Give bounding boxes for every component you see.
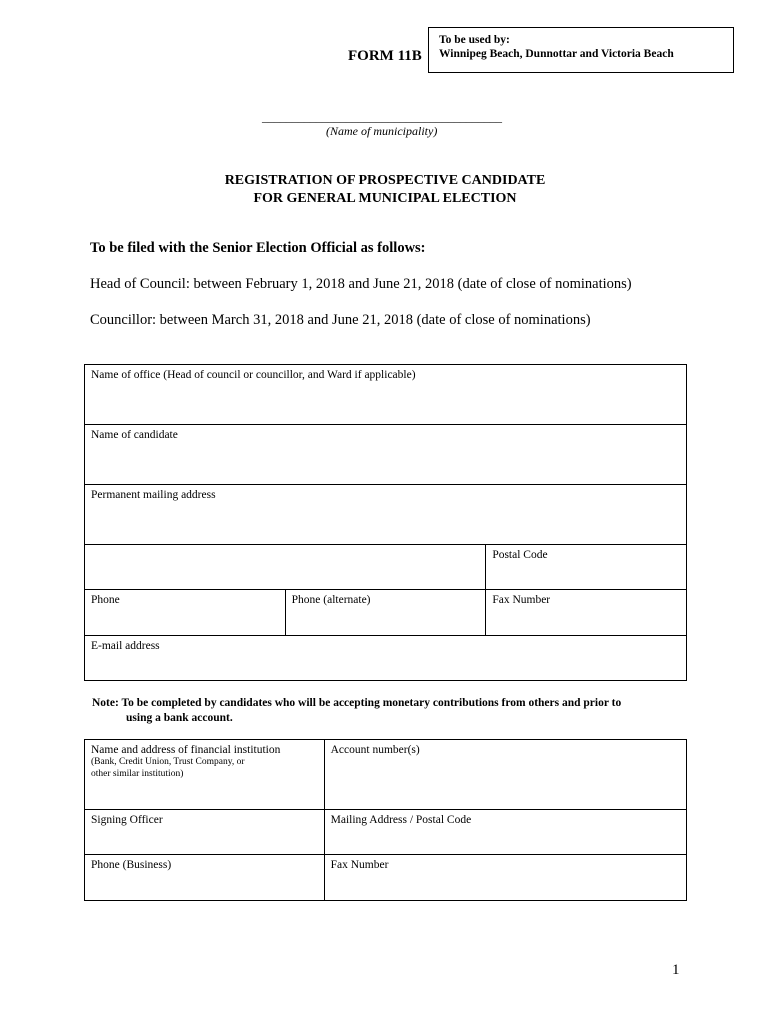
filing-heading: To be filed with the Senior Election Official as follows: (90, 240, 426, 256)
phone-label: Phone (91, 594, 120, 606)
postal-code-label: Postal Code (492, 549, 548, 561)
mailing-postal-label: Mailing Address / Postal Code (330, 814, 472, 826)
bank-note-line1: Note: To be completed by candidates who will be accepting monetary contributions from others and prior to (92, 697, 622, 709)
mailing-postal-field[interactable] (324, 810, 686, 855)
signing-officer-label: Signing Officer (91, 814, 163, 826)
candidate-name-label: Name of candidate (91, 429, 178, 441)
office-label: Name of office (Head of council or councillor, and Ward if applicable) (91, 369, 416, 381)
postal-code-field[interactable] (486, 545, 687, 590)
fax-field[interactable] (486, 590, 687, 636)
bank-note (92, 696, 692, 726)
fax-label: Fax Number (492, 594, 551, 606)
institution-sub1: (Bank, Credit Union, Trust Company, or (91, 757, 245, 767)
form-title (0, 172, 770, 208)
used-by-municipalities: Winnipeg Beach, Dunnottar and Victoria Beach (439, 48, 674, 60)
municipality-label: (Name of municipality) (326, 124, 438, 138)
bank-fax-label: Fax Number (330, 859, 389, 871)
page-number: 1 (672, 962, 680, 978)
head-of-council-period: Head of Council: between February 1, 2018 and June 21, 2018 (date of close of nominations) (90, 276, 632, 292)
candidate-info-table (84, 364, 687, 681)
form-number: FORM 11B (348, 48, 422, 64)
bank-note-line2: using a bank account. (126, 712, 233, 724)
account-number-label: Account number(s) (330, 744, 420, 756)
phone-field[interactable] (85, 590, 286, 636)
signing-officer-field[interactable] (85, 810, 325, 855)
councillor-period: Councillor: between March 31, 2018 and June 21, 2018 (date of close of nominations) (90, 312, 591, 328)
form-title-line1: REGISTRATION OF PROSPECTIVE CANDIDATE (224, 173, 546, 188)
institution-field[interactable] (85, 740, 325, 810)
mailing-address-label: Permanent mailing address (91, 489, 216, 501)
used-by-box (428, 27, 734, 73)
phone-alt-field[interactable] (285, 590, 486, 636)
municipality-blank-line: ________________________________________ (262, 110, 502, 124)
candidate-name-field[interactable] (85, 425, 687, 485)
used-by-heading: To be used by: (439, 34, 510, 46)
business-phone-label: Phone (Business) (91, 859, 172, 871)
institution-label: Name and address of financial institution (91, 744, 281, 756)
institution-sub2: other similar institution) (91, 769, 184, 779)
bank-fax-field[interactable] (324, 855, 686, 901)
phone-alt-label: Phone (alternate) (291, 594, 371, 606)
address-continuation-field[interactable] (85, 545, 486, 590)
business-phone-field[interactable] (85, 855, 325, 901)
email-field[interactable] (85, 636, 687, 681)
mailing-address-field[interactable] (85, 485, 687, 545)
email-label: E-mail address (91, 640, 160, 652)
form-title-line2: FOR GENERAL MUNICIPAL ELECTION (253, 191, 517, 206)
office-field[interactable] (85, 365, 687, 425)
financial-institution-table (84, 739, 687, 901)
account-number-field[interactable] (324, 740, 686, 810)
